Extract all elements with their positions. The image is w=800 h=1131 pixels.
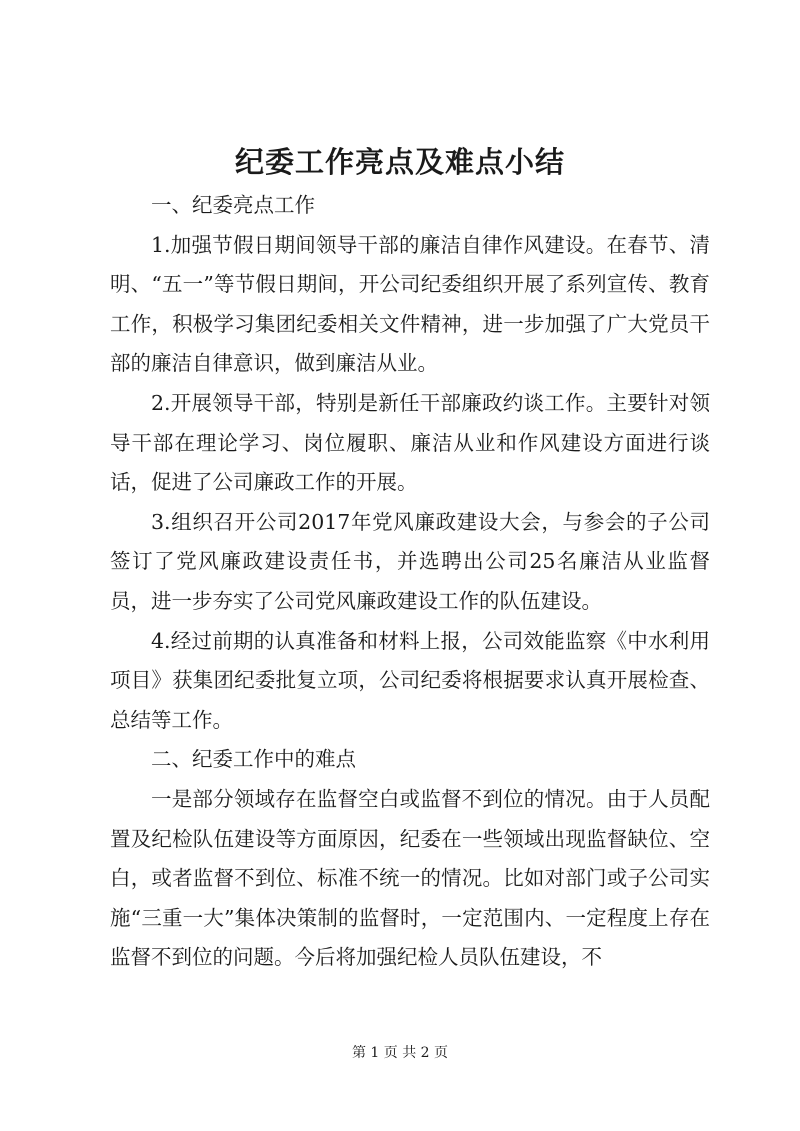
document-title: 纪委工作亮点及难点小结 [234, 145, 565, 179]
section-heading-highlights: 一、纪委亮点工作 [151, 193, 315, 217]
paragraph-difficulty-1: 一是部分领域存在监督空白或监督不到位的情况。由于人员配置及纪检队伍建设等方面原因，纪委在一些领域出现监督缺位、空白，或者监督不到位、标准不统一的情况。比如对部门或子公司实施“三重一大”集体决策制的监督时，一定范围内、一定程度上存在监督不到位的问题。今后将加强纪检人员队伍建设，不 [110, 786, 710, 970]
paragraph-item-4: 4.经过前期的认真准备和材料上报，公司效能监察《中水利用项目》获集团纪委批复立项，公司纪委将根据要求认真开展检查、总结等工作。 [110, 628, 710, 732]
paragraph-item-1: 1.加强节假日期间领导干部的廉洁自律作风建设。在春节、清明、“五一”等节假日期间，开公司纪委组织开展了系列宣传、教育工作，积极学习集团纪委相关文件精神，进一步加强了广大党员干部的廉洁自律意识，做到廉洁从业。 [110, 232, 710, 376]
section-heading-difficulties: 二、纪委工作中的难点 [151, 747, 356, 772]
paragraph-item-3: 3.组织召开公司2017年党风廉政建设大会，与参会的子公司签订了党风廉政建设责任书，并选聘出公司25名廉洁从业监督员，进一步夯实了公司党风廉政建设工作的队伍建设。 [110, 509, 710, 613]
paragraph-item-2: 2.开展领导干部，特别是新任干部廉政约谈工作。主要针对领导干部在理论学习、岗位履职、廉洁从业和作风建设方面进行谈话，促进了公司廉政工作的开展。 [110, 390, 710, 495]
page-footer: 第 1 页 共 2 页 [351, 1045, 449, 1061]
document-body [110, 186, 710, 978]
